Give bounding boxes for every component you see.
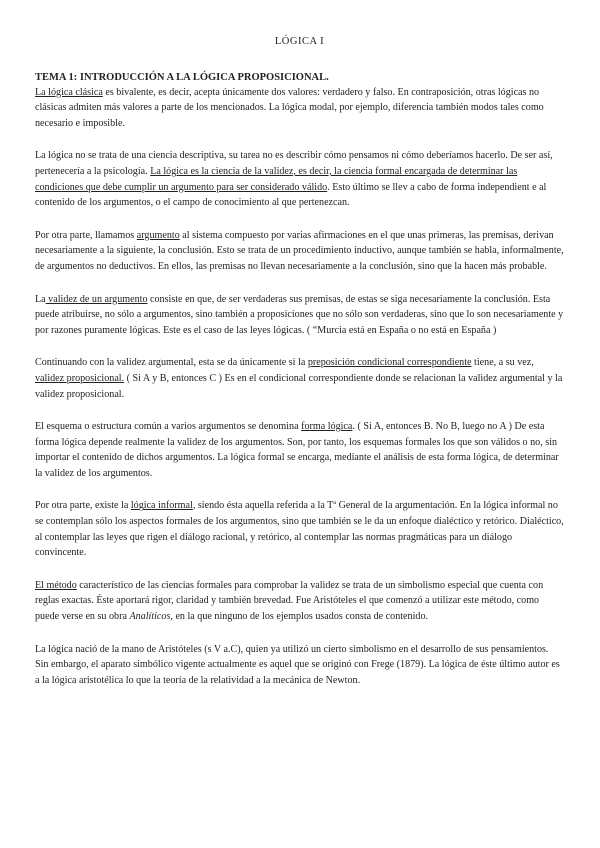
underlined-term: lógica informal bbox=[130, 500, 193, 512]
underlined-definition: La lógica es la ciencia de la validez, es decir, la ciencia formal encargada de determinar las condiciones que debe cumplir un argumento para ser considerado válido bbox=[35, 165, 518, 193]
paragraph-historia: La lógica nació de la mano de Aristóteles (s V a.C), quien ya utilizó un cierto simbolismo en el desarrollo de sus pensamientos. Sin embargo, el aparato simbólico vigente actualmente es aquel que se originó con Frege (1879). La lógica de éste último autor es a la lógica aristotélica lo que la teoría de la relatividad a la mecánica de Newton. bbox=[35, 643, 560, 686]
paragraph-logica-clasica: La lógica clásica es bivalente, es decir, acepta únicamente dos valores: verdadero y falso. En contraposición, otras lógicas no clásicas admiten más valores a parte de los mencionados. La lógica modal, por ejemplo, diferencia también modos tales como necesario e imposible. bbox=[35, 86, 544, 129]
italic-work-title: Analíticos bbox=[129, 611, 171, 623]
paragraph-argumento: Por otra parte, llamamos argumento al sistema compuesto por varias afirmaciones en el que unas primeras, las premisas, derivan necesariamente a la siguiente, la conclusión. Esto se trata de un procedimiento inductivo, aunque también se habla, informalmente, de argumentos no deductivos. En ellos, las premisas no llevan necesariamente a la conclusión, sino que la hacen más probable. bbox=[35, 229, 564, 272]
page-header: LÓGICA I bbox=[274, 36, 325, 47]
underlined-term: validez proposicional. bbox=[35, 372, 125, 384]
paragraph-validez-argumental: Continuando con la validez argumental, esta se da únicamente si la preposición condicional correspondiente tiene, a su vez, validez proposicional. ( Si A y B, entonces C ) Es en el condicional correspondiente donde se relacionan la validez argumental y la validez proposicional. bbox=[35, 357, 563, 400]
paragraph-logica-informal: Por otra parte, existe la lógica informal, siendo ésta aquella referida a la Tª General de la argumentación. En la lógica informal no se contemplan sólo los aspectos formales de los argumentos, sino que también se le da un enfoque dialéctico y retórico. Dialéctico, al contemplar las leyes que rigen el diálogo racional, y retórico, al contemplar las normas pragmáticas para un diálogo convincente. bbox=[35, 500, 564, 559]
paragraph-forma-logica: El esquema o estructura común a varios argumentos se denomina forma lógica. ( Si A, entonces B. No B, luego no A ) De esta forma lógica depende realmente la validez de los argumentos. Son, por tanto, los esquemas formales los que son válidos o no, sin importar el contenido de dichos argumentos. La lógica formal se encarga, mediante el análisis de esta forma lógica, de determinar la validez de los argumentos. bbox=[35, 421, 559, 479]
underlined-term: forma lógica bbox=[301, 421, 353, 433]
underlined-term: La lógica clásica bbox=[35, 86, 103, 98]
underlined-term: argumento bbox=[136, 229, 180, 241]
section-title: TEMA 1: INTRODUCCIÓN A LA LÓGICA PROPOSICIONAL. bbox=[35, 71, 329, 83]
underlined-term: El método bbox=[35, 579, 77, 591]
paragraph-ciencia-validez: La lógica no se trata de una ciencia descriptiva, su tarea no es describir cómo pensamos ni cómo deberíamos hacerlo. De ser así, pertenecería a la psicología. La lógica es la ciencia de la validez, es decir, la ciencia formal encargada de determinar las condiciones que debe cumplir un argumento para ser considerado válido. Esto último se llev a cabo de forma independient e al contenido de los argumentos, o el campo de conocimiento al que pertenezcan. bbox=[35, 150, 553, 209]
paragraph-validez-argumento: La validez de un argumento consiste en que, de ser verdaderas sus premisas, de estas se siga necesariamente la conclusión. Esta puede atribuirse, no sólo a argumentos, sino también a proposiciones que no sólo son verdaderas, sino que lo son necesariamente y por razones puramente lógicas. Este es el caso de las leyes lógicas. ( “Murcia está en España o no está en España ) bbox=[35, 293, 564, 336]
underlined-term: validez de un argumento bbox=[45, 293, 148, 305]
underlined-term: preposición condicional correspondiente bbox=[307, 357, 472, 369]
paragraph-metodo: El método característico de las ciencias formales para comprobar la validez se trata de un simbolismo especial que cuenta con reglas exactas. Éste aportará rigor, claridad y también brevedad. Fue Aristóteles el que comenzó a utilizar este método, como puede verse en su obra Analíticos, en la que ninguno de los ejemplos usados consta de contenido. bbox=[35, 579, 544, 623]
